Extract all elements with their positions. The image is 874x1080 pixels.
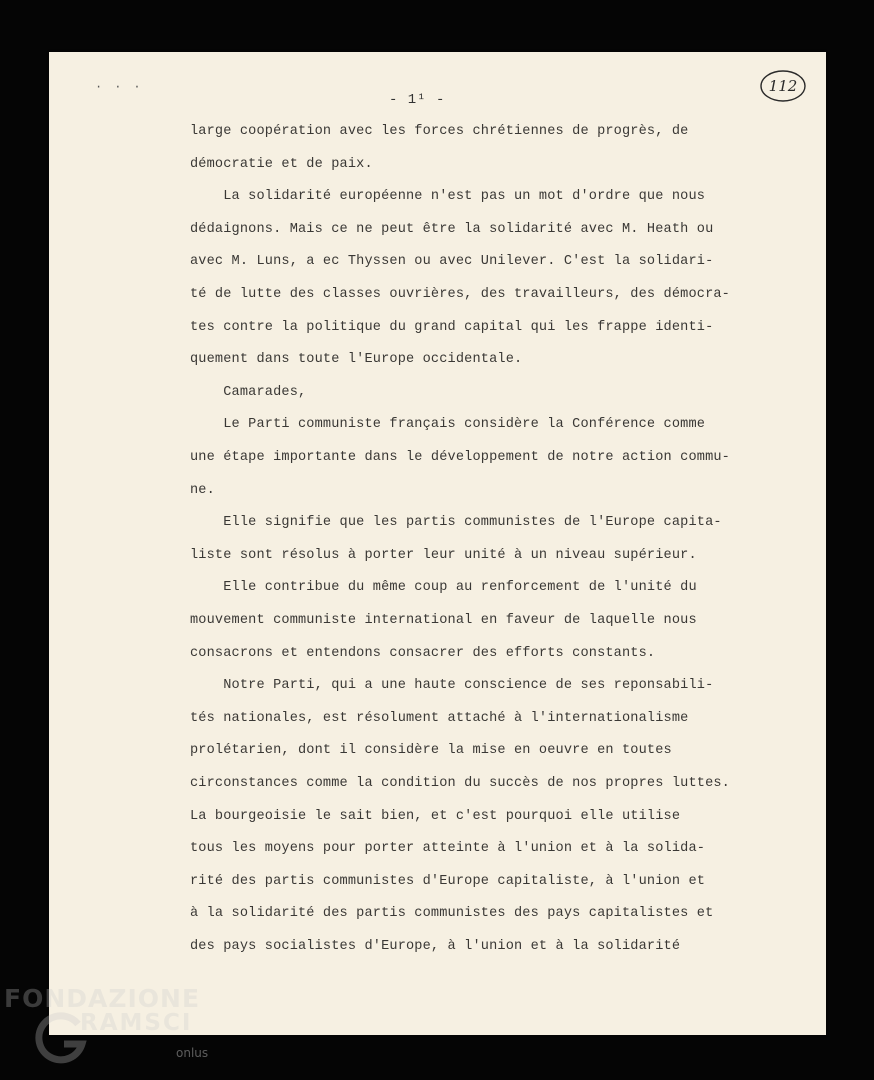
text-line: Elle signifie que les partis communistes de l'Europe capita- [190, 515, 722, 531]
paper-specks: ··· [95, 80, 153, 94]
text-line: dédaignons. Mais ce ne peut être la solidarité avec M. Heath ou [190, 221, 714, 237]
text-line: circonstances comme la condition du succès de nos propres luttes. [190, 776, 730, 791]
text-line: prolétarien, dont il considère la mise en oeuvre en toutes [190, 743, 672, 759]
text-line: des pays socialistes d'Europe, à l'union et à la solidarité [190, 939, 681, 954]
text-line: consacrons et entendons consacrer des efforts constants. [190, 645, 656, 661]
text-line: tés nationales, est résolument attaché à l'internationalisme [190, 710, 689, 726]
page-number: - 1¹ - [389, 92, 446, 108]
document-page [49, 52, 826, 1035]
text-line: à la solidarité des partis communistes des pays capitalistes et [190, 906, 714, 922]
text-line: liste sont résolus à porter leur unité à un niveau supérieur. [190, 547, 697, 563]
text-line: Camarades, [190, 384, 307, 400]
text-line: une étape importante dans le développement de notre action commu- [190, 450, 730, 465]
text-line: ne. [190, 482, 215, 498]
text-line: rité des partis communistes d'Europe capitaliste, à l'union et [190, 873, 706, 889]
watermark-line-2: RAMSCI [80, 1010, 193, 1036]
text-line: La bourgeoisie le sait bien, et c'est pourquoi elle utilise [190, 808, 681, 824]
text-line: avec M. Luns, a ec Thyssen ou avec Unilever. C'est la solidari- [190, 254, 714, 270]
text-line: mouvement communiste international en faveur de laquelle nous [190, 613, 697, 628]
text-line: Notre Parti, qui a une haute conscience de ses reponsabili- [190, 678, 714, 694]
text-line: La solidarité européenne n'est pas un mot d'ordre que nous [190, 189, 706, 205]
text-line: large coopération avec les forces chrétiennes de progrès, de [190, 124, 689, 139]
text-line: quement dans toute l'Europe occidentale. [190, 352, 523, 368]
text-line: Elle contribue du même coup au renforcement de l'unité du [190, 580, 697, 596]
text-line: Le Parti communiste français considère la Conférence comme [190, 417, 706, 433]
watermark-onlus: onlus [176, 1046, 209, 1060]
text-line: démocratie et de paix. [190, 156, 373, 172]
text-line: tes contre la politique du grand capital qui les frappe identi- [190, 319, 714, 335]
text-line: té de lutte des classes ouvrières, des travailleurs, des démocra- [190, 287, 730, 302]
archive-stamp [759, 69, 807, 103]
watermark-line-1: FONDAZIONE [4, 984, 201, 1013]
stamp-number: 112 [768, 77, 798, 95]
text-line: tous les moyens pour porter atteinte à l'union et à la solida- [190, 841, 706, 857]
